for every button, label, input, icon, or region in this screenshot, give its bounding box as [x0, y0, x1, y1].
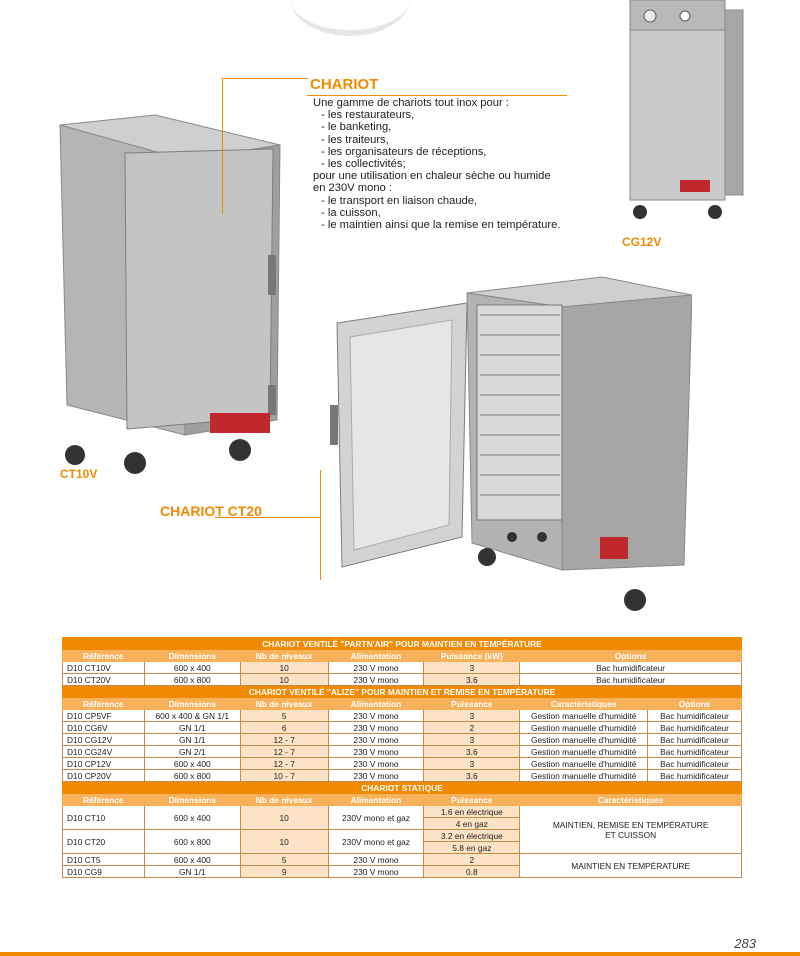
desc-line: - le banketing,: [321, 121, 392, 134]
table-cell: D10 CP5VF: [63, 710, 145, 722]
table-row: [63, 806, 742, 818]
column-header: Dimensions: [144, 650, 240, 662]
column-header: Alimentation: [328, 698, 424, 710]
table-cell: 3.6: [424, 674, 520, 686]
table-cell: Bac humidificateur: [648, 770, 742, 782]
table-cell: 230 V mono: [328, 734, 424, 746]
table-cell: 3: [424, 662, 520, 674]
table-cell: 12 - 7: [240, 746, 328, 758]
table-row: [63, 758, 742, 770]
title-underline: [307, 95, 567, 96]
table-cell: Gestion manuelle d'humidité: [520, 770, 648, 782]
table-cell: Bac humidificateur: [648, 746, 742, 758]
table-cell: 600 x 800: [144, 770, 240, 782]
table-cell: 3.6: [424, 770, 520, 782]
table-cell: 3: [424, 758, 520, 770]
table-section-title: CHARIOT VENTILÉ "ALIZE" POUR MAINTIEN ET REMISE EN TEMPÉRATURE: [63, 686, 742, 698]
table-cell: GN 1/1: [144, 866, 240, 878]
table-cell: 10 - 7: [240, 770, 328, 782]
desc-line: pour une utilisation en chaleur sèche ou humide: [313, 170, 551, 183]
table-cell: 230 V mono: [328, 722, 424, 734]
column-header: Puissance: [424, 698, 520, 710]
table-row: [63, 674, 742, 686]
table-cell: GN 1/1: [144, 722, 240, 734]
column-header: Dimensions: [144, 794, 240, 806]
callout-line-ct10v: [222, 78, 308, 214]
table-cell: GN 1/1: [144, 734, 240, 746]
table-section-title: CHARIOT VENTILÉ "PARTN'AIR" POUR MAINTIEN EN TEMPÉRATURE: [63, 638, 742, 650]
table-cell: D10 CT20: [63, 830, 145, 854]
column-header: Puissance (kW): [424, 650, 520, 662]
table-cell: 600 x 400: [144, 758, 240, 770]
table-cell: 5: [240, 854, 328, 866]
column-header: Nb de niveaux: [240, 650, 328, 662]
column-header: Caractéristiques: [520, 698, 648, 710]
column-header: Nb de niveaux: [240, 698, 328, 710]
table-cell: 3.6: [424, 746, 520, 758]
desc-line: - les restaurateurs,: [321, 109, 415, 122]
callout-line-ct20-vertical: [320, 470, 321, 580]
table-cell: 10: [240, 830, 328, 854]
table-cell: 5.8 en gaz: [424, 842, 520, 854]
column-header: Alimentation: [328, 794, 424, 806]
characteristics-cell: [520, 806, 742, 854]
desc-line: - le transport en liaison chaude,: [321, 194, 478, 207]
desc-line: - les traiteurs,: [321, 133, 389, 146]
table-cell: 230 V mono: [328, 710, 424, 722]
column-header: Référence: [63, 650, 145, 662]
table-cell: Bac humidificateur: [648, 734, 742, 746]
decorative-swoosh: [290, 0, 410, 36]
table-cell: 10: [240, 662, 328, 674]
table-cell: 5: [240, 710, 328, 722]
table-cell: 230V mono et gaz: [328, 830, 424, 854]
table-cell: 10: [240, 806, 328, 830]
table-cell: 230V mono et gaz: [328, 806, 424, 830]
characteristics-line: ET CUISSON: [605, 829, 657, 840]
column-header: Dimensions: [144, 698, 240, 710]
table-row: [63, 854, 742, 866]
product-table: [62, 637, 742, 878]
table-cell: Bac humidificateur: [520, 674, 742, 686]
caption-ct20: CHARIOT CT20: [160, 503, 262, 519]
table-cell: 2: [424, 722, 520, 734]
table-cell: Bac humidificateur: [648, 758, 742, 770]
table-cell: D10 CG24V: [63, 746, 145, 758]
table-cell: 230 V mono: [328, 674, 424, 686]
table-cell: D10 CP12V: [63, 758, 145, 770]
table-cell: Gestion manuelle d'humidité: [520, 758, 648, 770]
characteristics-line: MAINTIEN, REMISE EN TEMPÉRATURE: [552, 819, 709, 830]
page-number: 283: [734, 936, 756, 951]
table-row: [63, 662, 742, 674]
table-cell: D10 CG12V: [63, 734, 145, 746]
table-cell: 600 x 400: [144, 806, 240, 830]
table-cell: 600 x 400: [144, 662, 240, 674]
table-cell: 230 V mono: [328, 758, 424, 770]
table-cell: D10 CG9: [63, 866, 145, 878]
product-image-ct20: [322, 275, 692, 615]
table-row: [63, 710, 742, 722]
table-cell: 9: [240, 866, 328, 878]
desc-line: en 230V mono :: [313, 182, 392, 195]
column-header: Caractéristiques: [520, 794, 742, 806]
table-cell: 3.2 en électrique: [424, 830, 520, 842]
table-cell: 600 x 800: [144, 674, 240, 686]
table-cell: 3: [424, 734, 520, 746]
table-cell: 4 en gaz: [424, 818, 520, 830]
table-cell: 12 - 7: [240, 758, 328, 770]
table-cell: D10 CP20V: [63, 770, 145, 782]
section-title: CHARIOT: [310, 76, 379, 93]
table-cell: Gestion manuelle d'humidité: [520, 722, 648, 734]
table-cell: Bac humidificateur: [648, 710, 742, 722]
product-image-cg12v: [615, 0, 745, 225]
table-cell: 1.6 en électrique: [424, 806, 520, 818]
table-section-title: CHARIOT STATIQUE: [63, 782, 742, 794]
table-cell: 2: [424, 854, 520, 866]
characteristics-cell: MAINTIEN EN TEMPÉRATURE: [520, 854, 742, 878]
section-description: [313, 97, 573, 231]
column-header: Puissance: [424, 794, 520, 806]
column-header: Options: [520, 650, 742, 662]
table-cell: Bac humidificateur: [520, 662, 742, 674]
table-cell: 12 - 7: [240, 734, 328, 746]
table-row: [63, 770, 742, 782]
column-header: Alimentation: [328, 650, 424, 662]
table-cell: D10 CT5: [63, 854, 145, 866]
caption-ct10v: CT10V: [60, 467, 98, 481]
caption-cg12v: CG12V: [622, 235, 662, 249]
page-bottom-rule: [0, 952, 800, 956]
table-cell: 600 x 400 & GN 1/1: [144, 710, 240, 722]
table-cell: 6: [240, 722, 328, 734]
desc-line: - le maintien ainsi que la remise en température.: [321, 219, 561, 232]
table-cell: Gestion manuelle d'humidité: [520, 734, 648, 746]
table-cell: 230 V mono: [328, 854, 424, 866]
table-cell: 230 V mono: [328, 770, 424, 782]
table-cell: 230 V mono: [328, 866, 424, 878]
table-cell: D10 CG6V: [63, 722, 145, 734]
table-cell: Gestion manuelle d'humidité: [520, 710, 648, 722]
table-cell: 600 x 800: [144, 830, 240, 854]
table-cell: 3: [424, 710, 520, 722]
column-header: Référence: [63, 698, 145, 710]
table-cell: D10 CT10V: [63, 662, 145, 674]
table-cell: 10: [240, 674, 328, 686]
desc-line: - la cuisson,: [321, 206, 381, 219]
column-header: Options: [648, 698, 742, 710]
table-row: [63, 722, 742, 734]
table-cell: 230 V mono: [328, 746, 424, 758]
table-cell: D10 CT20V: [63, 674, 145, 686]
desc-line: Une gamme de chariots tout inox pour :: [313, 97, 509, 109]
desc-line: - les organisateurs de réceptions,: [321, 145, 487, 158]
table-cell: GN 2/1: [144, 746, 240, 758]
table-cell: 600 x 400: [144, 854, 240, 866]
column-header: Nb de niveaux: [240, 794, 328, 806]
table-cell: 230 V mono: [328, 662, 424, 674]
table-cell: Bac humidificateur: [648, 722, 742, 734]
table-row: [63, 746, 742, 758]
table-cell: Gestion manuelle d'humidité: [520, 746, 648, 758]
desc-line: - les collectivités;: [321, 158, 406, 171]
table-row: [63, 734, 742, 746]
column-header: Référence: [63, 794, 145, 806]
table-cell: 0.8: [424, 866, 520, 878]
table-cell: D10 CT10: [63, 806, 145, 830]
